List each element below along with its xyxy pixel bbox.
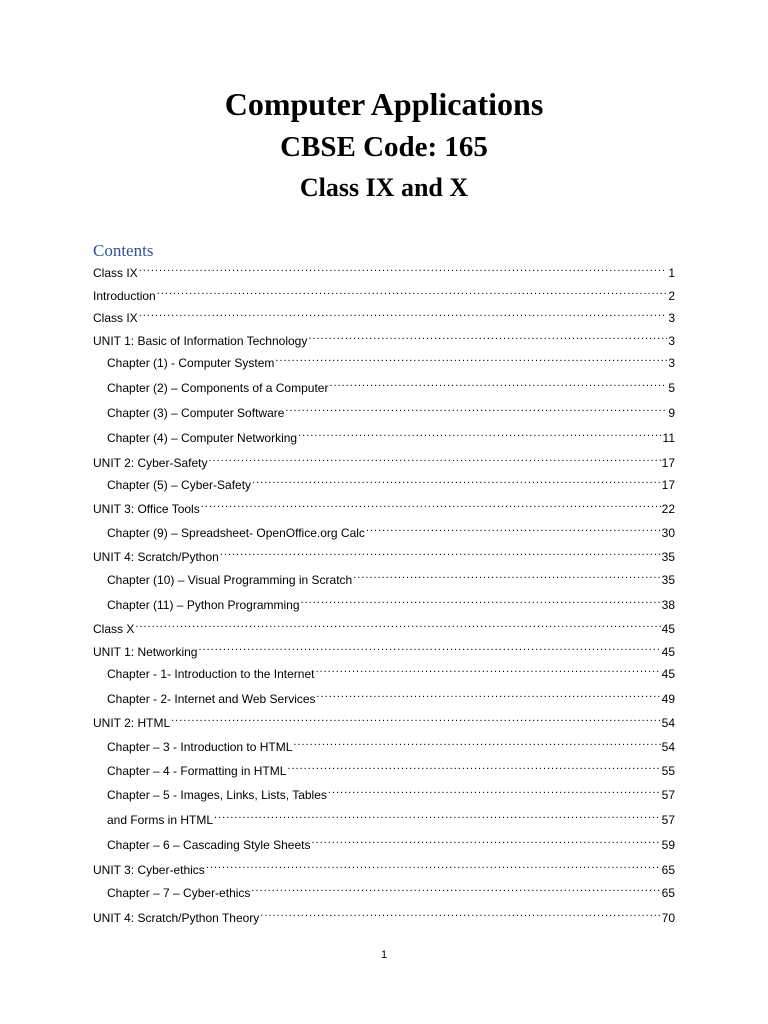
toc-entry[interactable] [107, 758, 675, 778]
toc-entry-title: Class X [93, 622, 135, 636]
toc-entry-title: Chapter (2) – Components of a Computer [107, 381, 329, 395]
toc-dot-leader [311, 832, 660, 849]
toc-entry-title: UNIT 4: Scratch/Python Theory [93, 911, 260, 925]
toc-entry[interactable] [107, 425, 675, 445]
toc-dot-leader [329, 375, 667, 392]
toc-dot-leader [285, 400, 667, 417]
toc-entry-title: UNIT 4: Scratch/Python [93, 550, 219, 564]
toc-entry-title: Chapter (4) – Computer Networking [107, 431, 298, 445]
toc-dot-leader [201, 496, 661, 513]
toc-entry-page: 49 [661, 692, 675, 706]
toc-entry-page: 54 [661, 740, 675, 754]
toc-entry[interactable] [93, 305, 675, 325]
toc-dot-leader [260, 905, 660, 922]
toc-entry[interactable] [107, 782, 675, 802]
toc-entry-page: 11 [662, 431, 675, 445]
toc-dot-leader [206, 857, 661, 874]
toc-entry[interactable] [93, 450, 675, 470]
toc-entry-page: 3 [668, 311, 675, 325]
toc-dot-leader [308, 328, 667, 345]
toc-entry[interactable] [107, 661, 675, 681]
toc-entry-page: 35 [661, 573, 675, 587]
toc-dot-leader [139, 260, 668, 277]
toc-entry[interactable] [107, 567, 675, 587]
toc-entry-title: Chapter (3) – Computer Software [107, 406, 285, 420]
toc-entry-page: 1 [668, 266, 675, 280]
toc-entry-page: 35 [661, 550, 675, 564]
toc-entry-page: 5 [668, 381, 675, 395]
toc-entry-title: Chapter (11) – Python Programming [107, 598, 300, 612]
toc-entry[interactable] [93, 639, 675, 659]
toc-entry-page: 30 [661, 526, 675, 540]
toc-entry-title: Chapter - 1- Introduction to the Internet [107, 667, 315, 681]
document-title: Computer Applications [224, 86, 544, 122]
toc-entry[interactable] [93, 283, 675, 303]
toc-entry-title: Chapter – 3 - Introduction to HTML [107, 740, 293, 754]
toc-entry-page: 59 [661, 838, 675, 852]
toc-dot-leader [171, 710, 661, 727]
toc-dot-leader [208, 450, 660, 467]
toc-entry[interactable] [107, 350, 675, 370]
toc-entry[interactable] [93, 544, 675, 564]
toc-entry-page: 45 [661, 622, 675, 636]
toc-entry[interactable] [93, 260, 675, 280]
toc-entry-title: Chapter (1) - Computer System [107, 356, 275, 370]
toc-entry-page: 57 [661, 788, 675, 802]
toc-entry-title: Class IX [93, 311, 138, 325]
toc-entry-title: UNIT 3: Cyber-ethics [93, 863, 205, 877]
toc-dot-leader [287, 758, 660, 775]
toc-entry-page: 45 [661, 667, 675, 681]
toc-entry[interactable] [93, 905, 675, 925]
toc-entry-page: 2 [668, 289, 675, 303]
toc-entry-title: UNIT 2: Cyber-Safety [93, 456, 208, 470]
toc-entry-page: 22 [661, 502, 675, 516]
toc-dot-leader [366, 520, 661, 537]
toc-entry[interactable] [107, 734, 675, 754]
toc-entry-title: UNIT 2: HTML [93, 716, 171, 730]
toc-entry-title: Chapter – 7 – Cyber-ethics [107, 886, 251, 900]
toc-entry-title: Chapter (10) – Visual Programming in Scratch [107, 573, 353, 587]
toc-entry-title: Chapter (5) – Cyber-Safety [107, 478, 252, 492]
toc-dot-leader [293, 734, 660, 751]
toc-entry-title: Chapter – 4 - Formatting in HTML [107, 764, 287, 778]
page-number: 1 [380, 949, 388, 961]
toc-entry-title: Chapter – 6 – Cascading Style Sheets [107, 838, 311, 852]
toc-entry-page: 3 [668, 334, 675, 348]
toc-entry-page: 17 [661, 478, 675, 492]
toc-entry[interactable] [107, 472, 675, 492]
toc-entry[interactable] [93, 328, 675, 348]
toc-dot-leader [157, 283, 668, 300]
toc-entry[interactable] [107, 375, 675, 395]
toc-entry-page: 54 [661, 716, 675, 730]
toc-entry[interactable] [107, 400, 675, 420]
toc-dot-leader [317, 686, 661, 703]
toc-entry-title: Chapter (9) – Spreadsheet- OpenOffice.org Calc [107, 526, 365, 540]
toc-entry[interactable] [107, 807, 675, 827]
toc-entry-title: Class IX [93, 266, 138, 280]
toc-entry-title: Chapter – 5 - Images, Links, Lists, Tables [107, 788, 327, 802]
toc-entry[interactable] [93, 710, 675, 730]
toc-dot-leader [220, 544, 661, 561]
toc-dot-leader [139, 305, 668, 322]
toc-entry-page: 45 [661, 645, 675, 659]
toc-dot-leader [328, 782, 661, 799]
toc-dot-leader [353, 567, 660, 584]
toc-entry[interactable] [107, 686, 675, 706]
toc-dot-leader [275, 350, 667, 367]
toc-entry-page: 65 [661, 863, 675, 877]
toc-entry-title: UNIT 3: Office Tools [93, 502, 200, 516]
toc-entry[interactable] [107, 520, 675, 540]
toc-entry[interactable] [93, 616, 675, 636]
toc-entry-page: 57 [661, 813, 675, 827]
toc-dot-leader [252, 472, 661, 489]
toc-entry-title: Introduction [93, 289, 156, 303]
toc-entry-title: UNIT 1: Basic of Information Technology [93, 334, 308, 348]
toc-entry-page: 17 [661, 456, 675, 470]
toc-entry[interactable] [107, 880, 675, 900]
toc-dot-leader [301, 592, 661, 609]
toc-dot-leader [135, 616, 660, 633]
contents-heading: Contents [93, 241, 154, 260]
toc-dot-leader [214, 807, 661, 824]
toc-entry-title: UNIT 1: Networking [93, 645, 198, 659]
toc-entry-title: and Forms in HTML [107, 813, 214, 827]
toc-entry[interactable] [93, 857, 675, 877]
toc-entry[interactable] [93, 496, 675, 516]
toc-entry-page: 65 [661, 886, 675, 900]
toc-entry-page: 38 [661, 598, 675, 612]
toc-dot-leader [315, 661, 660, 678]
toc-dot-leader [251, 880, 660, 897]
document-code: CBSE Code: 165 [280, 131, 488, 163]
toc-entry-page: 55 [661, 764, 675, 778]
document-classes: Class IX and X [299, 173, 469, 202]
toc-entry-page: 70 [661, 911, 675, 925]
toc-entry-title: Chapter - 2- Internet and Web Services [107, 692, 316, 706]
toc-dot-leader [298, 425, 661, 442]
toc-entry[interactable] [107, 592, 675, 612]
toc-entry-page: 3 [668, 356, 675, 370]
toc-entry[interactable] [107, 832, 675, 852]
toc-entry-page: 9 [668, 406, 675, 420]
toc-dot-leader [198, 639, 660, 656]
